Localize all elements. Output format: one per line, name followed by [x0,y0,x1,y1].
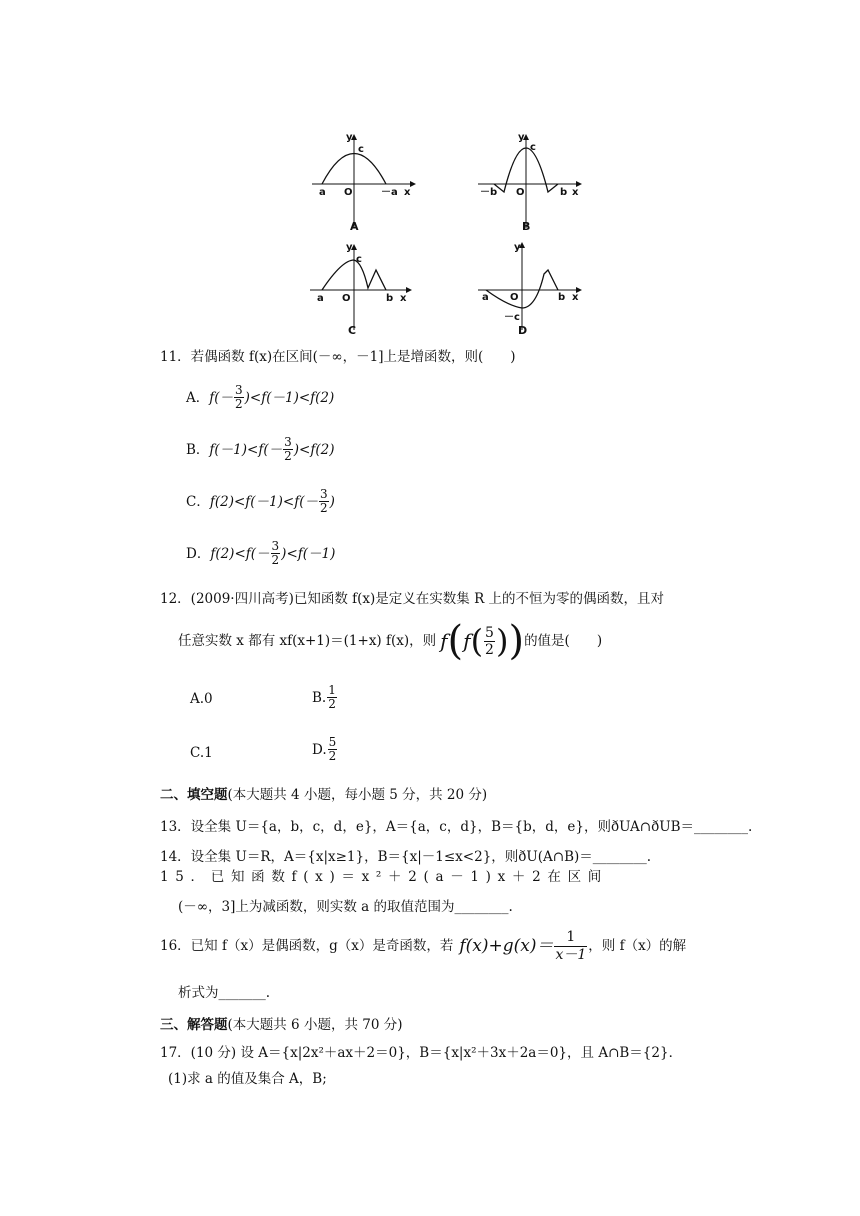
graph-d-neg: －c [504,312,520,323]
q12-option-c: C.1 [190,745,213,761]
q11-option-d-label: D． [186,545,211,562]
graph-d-right: b [558,292,566,303]
section3-title: 三、解答题 [160,1017,228,1033]
graph-b-x: x [572,187,579,198]
q11-option-c-frac: $\frac{3}{2}$ [319,487,328,515]
q17-line1: 17．(10 分) 设 A＝{x|2x²＋ax＋2＝0}，B＝{x|x²＋3x＋2a＝0}，且 A∩B＝{2}． [160,1045,683,1061]
graph-d [474,238,586,338]
q12-f-inner: f [463,629,471,653]
q16-pre: 16．已知 f（x）是偶函数，g（x）是奇函数，若 [160,938,454,954]
q11-option-a-frac: $\frac{3}{2}$ [235,383,243,411]
q11-option-b-post: )<f(2) [293,441,335,458]
graph-b-c: c [530,142,536,153]
q12-option-b-frac: $\frac{1}{2}$ [328,683,336,711]
q16-formula: f(x)+g(x)＝ [459,936,554,956]
section2-heading [160,786,487,804]
q11-option-b-label: B． [186,441,210,458]
q11-option-a-label: A． [186,389,210,406]
graph-d-y: y [514,242,521,253]
q16-line2: 析式为_______. [178,985,271,1001]
q11-option-c-pre: f(2)<f(－1)<f(－ [209,493,318,510]
graph-b-caption: B [522,220,531,233]
q11-option-a [186,384,334,411]
q12-line2-post: 的值是( ) [524,633,603,649]
section2-note: (本大题共 4 小题，每小题 5 分，共 20 分) [227,787,488,803]
graph-a-c: c [358,144,364,155]
q12-paren-open-outer: ( [447,618,464,664]
graph-a-left: a [319,187,326,198]
q16-post: ，则 f（x）的解 [588,938,687,954]
graph-c-c: c [356,254,362,265]
q11-option-c-post: ) [329,493,335,510]
section2-title: 二、填空题 [160,787,228,803]
graph-b-right: b [560,187,568,198]
q11-option-b-frac: $\frac{3}{2}$ [284,435,292,463]
q14: 14．设全集 U＝R，A＝{x|x≥1}，B＝{x|－1≤x<2}，则ðU(A∩B)＝________. [160,849,652,865]
q12-option-d-label: D. [312,741,327,758]
q12-option-b-label: B. [312,689,327,706]
graph-d-x: x [572,292,579,303]
graph-a-o: O [344,187,353,198]
graph-d-caption: D [518,324,528,337]
q11-option-b-pre: f(－1)<f(－ [209,441,283,458]
graph-b-left: －b [480,187,498,198]
graph-c-x: x [400,293,407,304]
q12-line2 [178,618,602,664]
q11-stem: 11．若偶函数 f(x)在区间(－∞，－1]上是增函数，则( ) [160,349,516,365]
q11-option-c-label: C． [186,493,210,510]
q12-f-outer: f [440,629,448,653]
q12-fraction: $\frac{5}{2}$ [485,624,494,658]
q15-line2: (－∞，3]上为减函数，则实数 a 的取值范围为________. [178,899,513,915]
q11-option-d-post: )<f(－1) [281,545,336,562]
graph-b [474,128,586,236]
q11-option-d-pre: f(2)<f(－ [210,545,270,562]
q12-option-a: A.0 [190,691,213,707]
graph-b-y: y [518,132,525,143]
q11-option-c [186,488,335,515]
graph-c-y: y [346,242,353,253]
section3-heading [160,1016,402,1034]
q13: 13．设全集 U＝{a，b，c，d，e}，A＝{a，c，d}，B＝{b，d，e}，则ðUA∩ðUB＝________. [160,819,753,835]
q11-option-d-frac: $\frac{3}{2}$ [271,539,280,567]
graph-b-o: O [516,187,525,198]
q12-option-d-frac: $\frac{5}{2}$ [328,735,337,763]
q12-option-b [312,684,338,711]
q16-line1 [160,926,686,966]
q12-line1: 12．(2009·四川高考)已知函数 f(x)是定义在实数集 R 上的不恒为零的偶函数，且对 [160,591,665,607]
q15-line1: 1 5 ． 已 知 函 数 f ( x ) ＝ x ² ＋ 2 ( a － 1 ) x ＋ 2 在 区 间 [160,869,603,885]
q11-option-b [186,436,334,463]
q11-option-a-pre: f(－ [209,389,234,406]
q16-fraction: $\frac{1}{x-1}$ [555,928,587,963]
graph-c [306,238,418,338]
graph-a-x: x [404,187,411,198]
section3-note: (本大题共 6 小题，共 70 分) [227,1017,403,1033]
graph-c-caption: C [348,324,357,337]
graph-c-o: O [342,293,351,304]
q12-option-d [312,736,338,763]
graph-a [308,128,418,236]
graph-a-caption: A [350,220,359,233]
graph-a-y: y [346,132,353,143]
q12-paren-close-inner: ) [495,622,509,660]
graph-d-left: a [482,292,489,303]
q12-line2-pre: 任意实数 x 都有 xf(x+1)＝(1+x) f(x)，则 [178,633,437,649]
graph-d-o: O [510,292,519,303]
graph-c-left: a [317,293,324,304]
q11-option-d [186,540,335,567]
graph-a-right: －a [381,187,398,198]
graph-c-right: b [386,293,394,304]
q17-line2: (1)求 a 的值及集合 A，B; [168,1071,327,1087]
q11-option-a-post: )<f(－1)<f(2) [244,389,335,406]
q12-paren-open-inner: ( [470,622,484,660]
q12-paren-close-outer: ) [508,618,525,664]
